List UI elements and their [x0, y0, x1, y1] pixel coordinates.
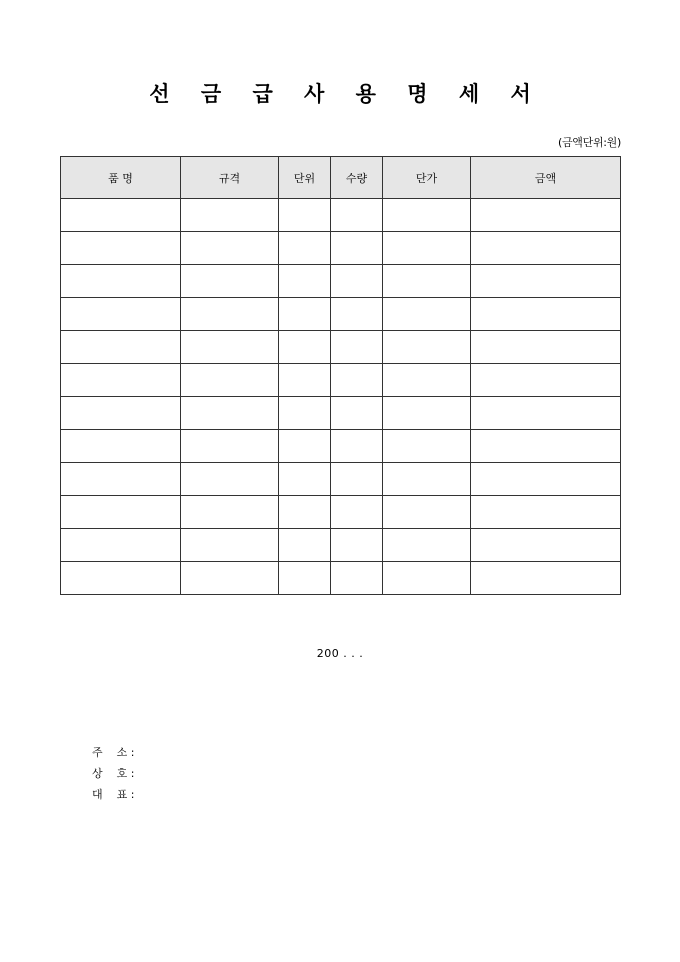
cell-spec — [181, 463, 279, 496]
cell-spec — [181, 430, 279, 463]
cell-quantity — [331, 298, 383, 331]
cell-unit-price — [383, 529, 471, 562]
cell-unit-price — [383, 430, 471, 463]
cell-amount — [471, 232, 621, 265]
cell-item-name — [61, 298, 181, 331]
cell-unit-price — [383, 364, 471, 397]
cell-amount — [471, 562, 621, 595]
cell-unit — [279, 562, 331, 595]
cell-unit-price — [383, 496, 471, 529]
cell-unit — [279, 397, 331, 430]
table-row — [61, 397, 621, 430]
cell-unit-price — [383, 562, 471, 595]
cell-amount — [471, 496, 621, 529]
table-row — [61, 265, 621, 298]
cell-item-name — [61, 331, 181, 364]
cell-amount — [471, 463, 621, 496]
cell-unit-price — [383, 232, 471, 265]
cell-item-name — [61, 364, 181, 397]
table-row — [61, 199, 621, 232]
cell-unit — [279, 529, 331, 562]
table-row — [61, 430, 621, 463]
cell-unit — [279, 430, 331, 463]
cell-unit — [279, 232, 331, 265]
table-row — [61, 298, 621, 331]
cell-unit — [279, 199, 331, 232]
cell-amount — [471, 265, 621, 298]
cell-unit — [279, 298, 331, 331]
cell-quantity — [331, 397, 383, 430]
document-date: 200 . . . — [316, 647, 364, 660]
cell-unit — [279, 265, 331, 298]
cell-spec — [181, 265, 279, 298]
cell-unit-price — [383, 298, 471, 331]
cell-unit — [279, 496, 331, 529]
cell-spec — [181, 199, 279, 232]
cell-spec — [181, 232, 279, 265]
expense-table — [60, 156, 621, 595]
cell-unit — [279, 463, 331, 496]
cell-item-name — [61, 496, 181, 529]
cell-amount — [471, 430, 621, 463]
table-row — [61, 364, 621, 397]
cell-unit-price — [383, 463, 471, 496]
document-title: 선 금 급 사 용 명 세 서 — [149, 81, 543, 106]
header-unit-price: 단가 — [383, 157, 471, 199]
table-row — [61, 331, 621, 364]
company-name-label: 상 호 : — [92, 767, 135, 780]
cell-quantity — [331, 199, 383, 232]
header-amount: 금액 — [471, 157, 621, 199]
cell-item-name — [61, 397, 181, 430]
cell-unit-price — [383, 397, 471, 430]
cell-quantity — [331, 463, 383, 496]
cell-item-name — [61, 199, 181, 232]
cell-item-name — [61, 265, 181, 298]
table-row — [61, 496, 621, 529]
cell-item-name — [61, 562, 181, 595]
table-row — [61, 529, 621, 562]
cell-spec — [181, 331, 279, 364]
cell-quantity — [331, 496, 383, 529]
table-row — [61, 232, 621, 265]
cell-quantity — [331, 331, 383, 364]
cell-quantity — [331, 265, 383, 298]
cell-quantity — [331, 562, 383, 595]
cell-amount — [471, 529, 621, 562]
table-row — [61, 562, 621, 595]
cell-spec — [181, 397, 279, 430]
cell-unit — [279, 364, 331, 397]
cell-quantity — [331, 364, 383, 397]
cell-unit-price — [383, 199, 471, 232]
cell-item-name — [61, 232, 181, 265]
cell-amount — [471, 298, 621, 331]
header-quantity: 수량 — [331, 157, 383, 199]
cell-spec — [181, 562, 279, 595]
cell-item-name — [61, 529, 181, 562]
cell-quantity — [331, 232, 383, 265]
cell-item-name — [61, 430, 181, 463]
cell-unit — [279, 331, 331, 364]
table-header-row — [61, 157, 621, 199]
cell-unit-price — [383, 265, 471, 298]
header-item-name: 품 명 — [61, 157, 181, 199]
header-spec: 규격 — [181, 157, 279, 199]
cell-spec — [181, 298, 279, 331]
cell-quantity — [331, 529, 383, 562]
table-body — [61, 199, 621, 595]
cell-amount — [471, 364, 621, 397]
cell-spec — [181, 496, 279, 529]
representative-label: 대 표 : — [92, 788, 135, 801]
cell-spec — [181, 529, 279, 562]
cell-unit-price — [383, 331, 471, 364]
cell-amount — [471, 397, 621, 430]
table-row — [61, 463, 621, 496]
cell-item-name — [61, 463, 181, 496]
cell-amount — [471, 199, 621, 232]
header-unit: 단위 — [279, 157, 331, 199]
cell-amount — [471, 331, 621, 364]
amount-unit-note: (금액단위:원) — [557, 136, 621, 149]
cell-quantity — [331, 430, 383, 463]
cell-spec — [181, 364, 279, 397]
issuer-info — [92, 742, 134, 805]
address-label: 주 소 : — [92, 746, 135, 759]
